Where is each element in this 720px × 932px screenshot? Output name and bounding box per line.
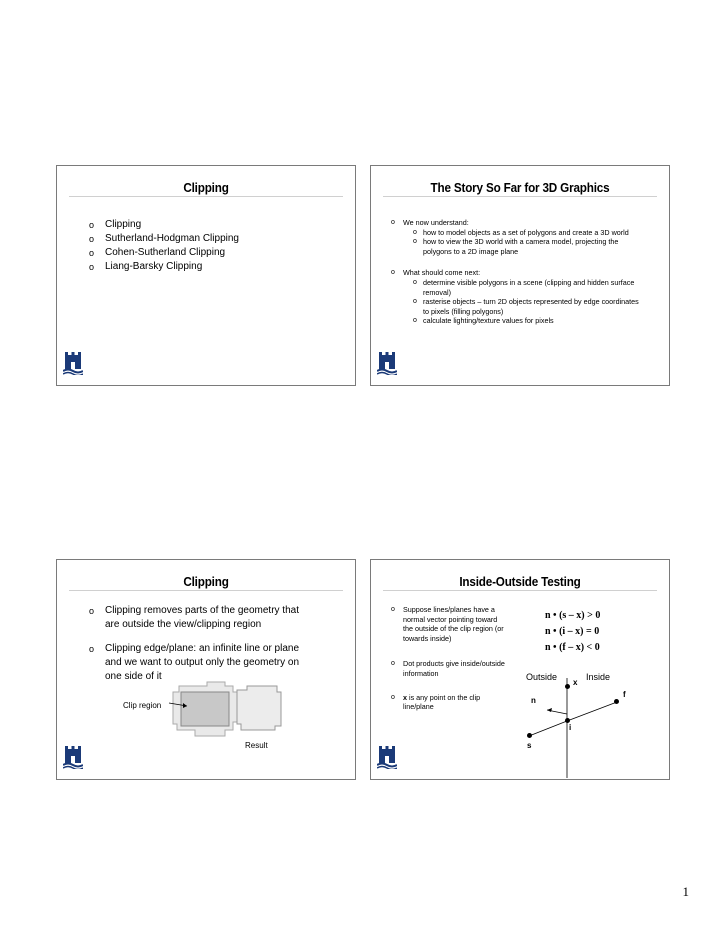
list-item: o determine visible polygons in a scene (clipping and hidden surface removal)	[413, 278, 646, 297]
list-item: o Clipping	[89, 218, 239, 232]
list-item: o how to view the 3D world with a camera model, projecting the polygons to a 2D image plane	[413, 237, 646, 256]
point-f-marker	[614, 699, 619, 704]
clip-result-shape	[237, 686, 281, 730]
title-divider	[383, 590, 657, 591]
point-s-label: s	[527, 741, 532, 750]
page-number: 1	[682, 884, 689, 899]
list-item: o calculate lighting/texture values for pixels	[413, 316, 646, 326]
university-logo-icon	[63, 745, 83, 769]
bullet-list	[89, 604, 314, 684]
point-x-label: x	[573, 678, 578, 687]
title-divider	[69, 590, 343, 591]
sub-list	[413, 278, 646, 326]
list-item: o rasterise objects – turn 2D objects represented by edge coordinates to pixels (filling polygons)	[413, 297, 646, 316]
equation-inside: n • (f – x) < 0	[545, 642, 600, 653]
clip-input-polygon	[173, 682, 237, 736]
point-f-label: f	[623, 690, 626, 699]
list-item-text: is any point on the clip line/plane	[403, 692, 481, 712]
list-item: o Suppose lines/planes have a normal vector pointing toward the outside of the clip region (or towards inside)	[391, 605, 509, 643]
slide-title: The Story So Far for 3D Graphics	[430, 180, 610, 195]
list-item: o Cohen-Sutherland Clipping	[89, 246, 239, 260]
university-logo-icon	[377, 745, 397, 769]
content-block	[391, 218, 646, 326]
clip-region-label: Clip region	[123, 701, 162, 710]
list-item: o Clipping edge/plane: an infinite line or plane and we want to output only the geometry on one side of it	[89, 642, 314, 684]
university-logo-icon	[377, 351, 397, 375]
title-divider	[69, 196, 343, 197]
list-item	[391, 693, 509, 712]
point-variable: x	[403, 692, 407, 702]
bullet-list	[391, 605, 509, 712]
normal-n-label: n	[531, 696, 536, 705]
outside-label: Outside	[526, 672, 558, 682]
list-item: o Dot products give inside/outside information	[391, 659, 509, 678]
slide-inside-outside	[370, 559, 670, 780]
slide-title: Clipping	[183, 180, 229, 195]
list-item	[391, 218, 646, 256]
list-item: o how to model objects as a set of polygons and create a 3D world	[413, 228, 646, 238]
equation-outside: n • (s – x) > 0	[545, 610, 601, 621]
list-item: o Liang-Barsky Clipping	[89, 260, 239, 274]
university-logo-icon	[63, 351, 83, 375]
list-item-text: What should come next:	[403, 268, 481, 278]
list-item: o Clipping removes parts of the geometry that are outside the view/clipping region	[89, 604, 314, 632]
list-item	[391, 268, 646, 326]
slide-title: Inside-Outside Testing	[459, 574, 581, 589]
list-item-text: We now understand:	[403, 218, 469, 227]
slide-clipping-detail	[56, 559, 356, 780]
slide-clipping-intro	[56, 165, 356, 386]
equation-on-line: n • (i – x) = 0	[545, 626, 600, 637]
bullet-list	[89, 218, 239, 274]
point-x-marker	[565, 684, 570, 689]
inside-label: Inside	[586, 672, 611, 682]
sub-list	[413, 228, 646, 257]
point-s-marker	[527, 733, 532, 738]
slide-title: Clipping	[183, 574, 229, 589]
slide-story-so-far	[370, 165, 670, 386]
list-item: o Sutherland-Hodgman Clipping	[89, 232, 239, 246]
clipping-diagram	[115, 680, 325, 742]
title-divider	[383, 196, 657, 197]
result-label: Result	[245, 741, 268, 750]
point-i-label: i	[569, 723, 572, 732]
